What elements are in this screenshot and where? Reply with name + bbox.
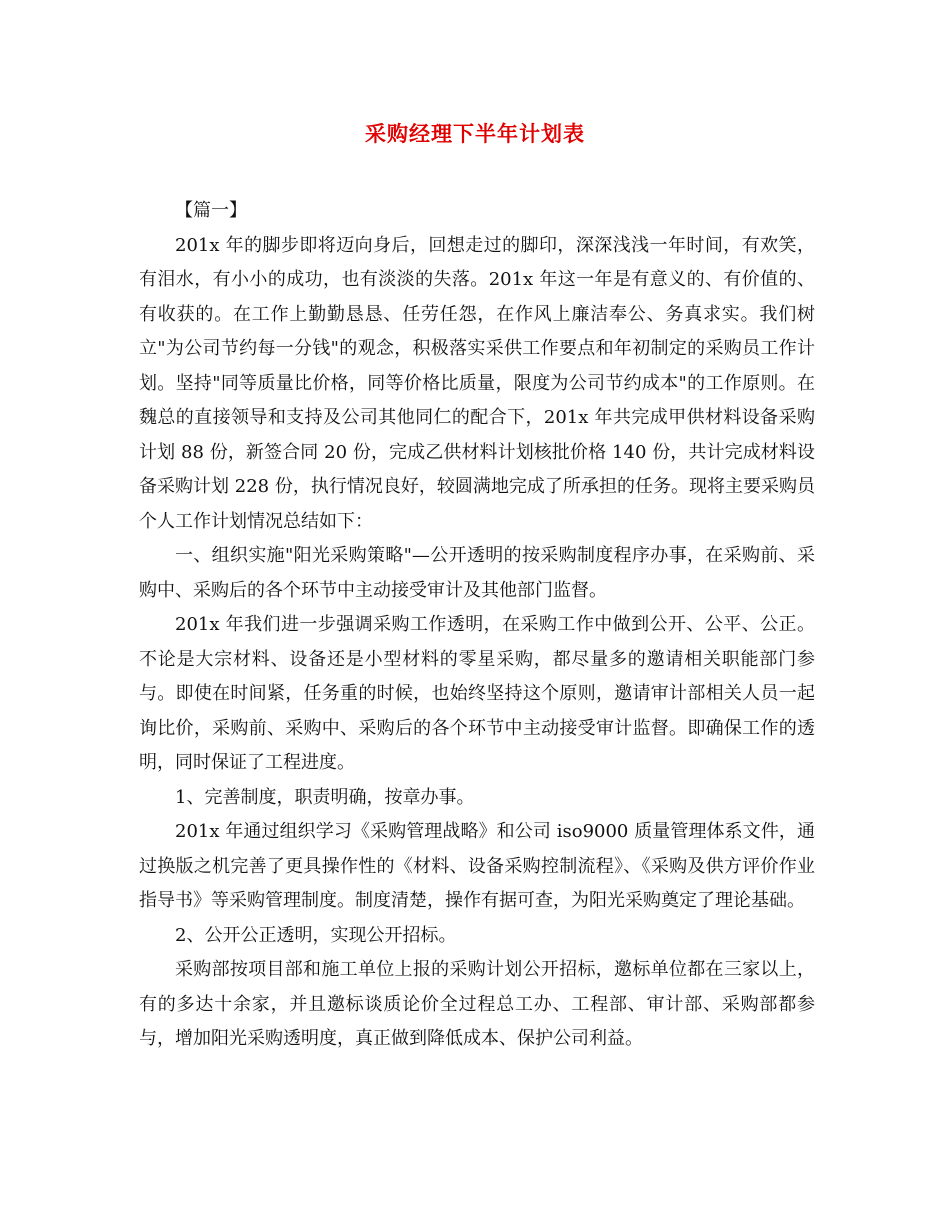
document-body — [139, 194, 815, 1057]
paragraph-subheading-1: 1、完善制度，职责明确，按章办事。 — [175, 786, 475, 808]
paragraph-system: 201x 年通过组织学习《采购管理战略》和公司 iso9000 质量管理体系文件，通过换版之机完善了更具操作性的《材料、设备采购控制流程》、《采购及供方评价作业指导书》等采购管理制度。制度清楚，操作有据可查，为阳光采购奠定了理论基础。 — [139, 821, 815, 911]
paragraph-item-one-heading: 一、组织实施"阳光采购策略"—公开透明的按采购制度程序办事，在采购前、采购中、采购后的各个环节中主动接受审计及其他部门监督。 — [139, 545, 815, 601]
section-label: 【篇一】 — [175, 200, 247, 221]
paragraph-bidding: 采购部按项目部和施工单位上报的采购计划公开招标，邀标单位都在三家以上，有的多达十余家，并且邀标谈质论价全过程总工办、工程部、审计部、采购部都参与，增加阳光采购透明度，真正做到降低成本、保护公司利益。 — [139, 959, 815, 1049]
document-title: 采购经理下半年计划表 — [365, 121, 585, 146]
paragraph-subheading-2: 2、公开公正透明，实现公开招标。 — [175, 924, 457, 946]
paragraph-transparency: 201x 年我们进一步强调采购工作透明，在采购工作中做到公开、公平、公正。不论是大宗材料、设备还是小型材料的零星采购，都尽量多的邀请相关职能部门参与。即使在时间紧，任务重的时候，也始终坚持这个原则，邀请审计部相关人员一起询比价，采购前、采购中、采购后的各个环节中主动接受审计监督。即确保工作的透明，同时保证了工程进度。 — [139, 614, 815, 773]
paragraph-intro: 201x 年的脚步即将迈向身后，回想走过的脚印，深深浅浅一年时间，有欢笑，有泪水，有小小的成功，也有淡淡的失落。201x 年这一年是有意义的、有价值的、有收获的。在工作上勤勤恳恳、任劳任怨，在作风上廉洁奉公、务真求实。我们树立"为公司节约每一分钱"的观念，积极落实采供工作要点和年初制定的采购员工作计划。坚持"同等质量比价格，同等价格比质量，限度为公司节约成本"的工作原则。在魏总的直接领导和支持及公司其他同仁的配合下，201x 年共完成甲供材料设备采购计划 88 份，新签合同 20 份，完成乙供材料计划核批价格 140 份，共计完成材料设备采购计划 228 份，执行情况良好，较圆满地完成了所承担的任务。现将主要采购员个人工作计划情况总结如下： — [139, 234, 815, 532]
